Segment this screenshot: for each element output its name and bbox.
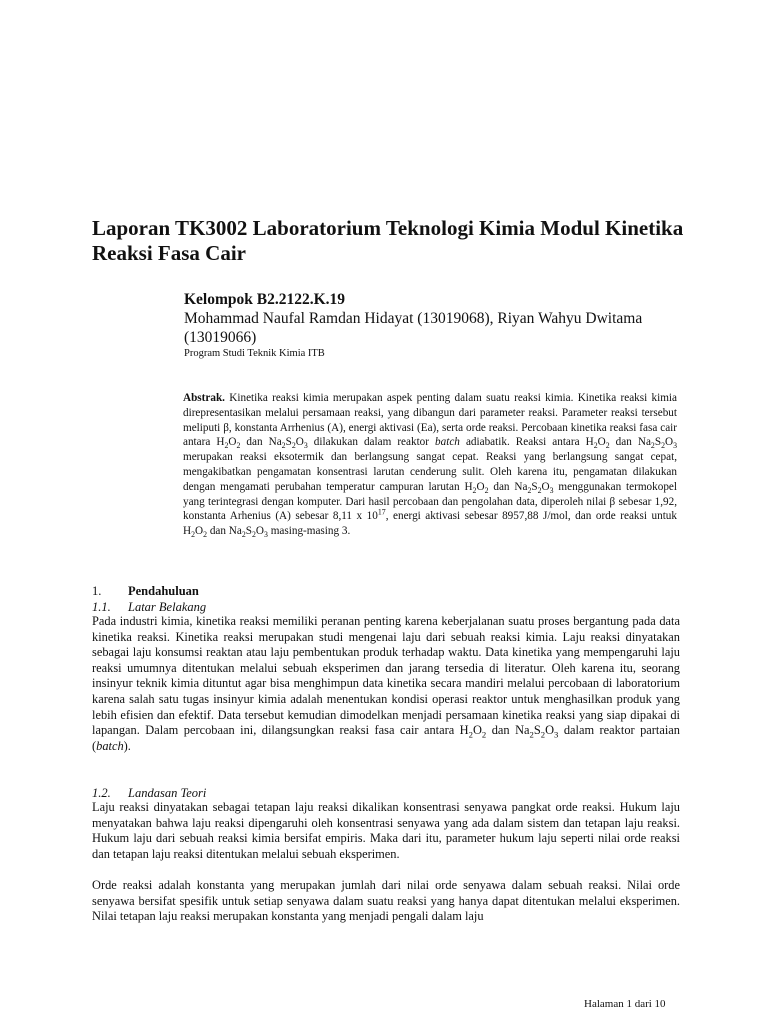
body-paragraph: Orde reaksi adalah konstanta yang merupakan jumlah dari nilai orde senyawa dalam sebuah reaksi. Nilai orde senyawa bersifat spesifik untuk setiap senyawa dalam suatu reaksi yang hanya dapat ditentukan melalui eksperimen. Nilai tetapan laju reaksi merupakan konstanta yang menjadi pengali dalam laju [92, 878, 680, 924]
section-heading [92, 584, 199, 599]
author-block [184, 290, 684, 361]
abstract-label: Abstrak. [183, 392, 225, 404]
group-name: Kelompok B2.2122.K.19 [184, 291, 346, 308]
paper-title: Laporan TK3002 Laboratorium Teknologi Kimia Modul Kinetika Reaksi Fasa Cair [92, 216, 684, 265]
abstract: Abstrak. Kinetika reaksi kimia merupakan aspek penting dalam suatu reaksi kimia. Kinetika reaksi kimia direpresentasikan melalui persamaan reaksi, yang dibangun dari parameter reaksi. Parameter reaksi tersebut meliputi β, konstanta Arrhenius (A), energi aktivasi (Ea), serta orde reaksi. Percobaan kinetika reaksi fasa cair antara $H_2O_2$ dan $Na_2S_2O_3$ dilakukan dalam reaktor batch adiabatik. Reaksi antara $H_2O_2$ dan $Na_2S_2O_3$ merupakan reaksi eksotermik dan berlangsung sangat cepat. Reaksi yang berlangsung sangat cepat, mengakibatkan pengamatan konsentrasi larutan cenderung sulit. Oleh karena itu, pengamatan dilakukan dengan mengamati perubahan temperatur campuran larutan $H_2O_2$ dan $Na_2S_2O_3$ menggunakan termokopel yang terintegrasi dengan komputer. Dari hasil percobaan dan pengolahan data, diperoleh nilai β sebesar 1,92, konstanta Arhenius (A) sebesar 8,11 x $10^{17}$, energi aktivasi sebesar 8957,88 J/mol, dan orde reaksi untuk $H_2O_2$ dan $Na_2S_2O_3$ masing-masing 3. [183, 392, 678, 540]
page-number: Halaman 1 dari 10 [584, 998, 666, 1010]
subsection-heading: 1.1. Latar Belakang [92, 600, 207, 614]
body-paragraph: Laju reaksi dinyatakan sebagai tetapan laju reaksi dikalikan konsentrasi senyawa pangkat orde reaksi. Hukum laju menyatakan bahwa laju reaksi dipengaruhi oleh konsentrasi senyawa yang ada dalam sistem dan tetapan laju reaksi. Hukum laju dari sebuah reaksi kimia bersifat empiris. Maka dari itu, parameter hukum laju seperti nilai orde reaksi dan tetapan laju reaksi ditentukan melalui sebuah eksperimen. [92, 800, 680, 861]
abstract-text: Kinetika reaksi kimia merupakan aspek penting dalam suatu reaksi kimia. Kinetika reaksi kimia direpresentasikan melalui persamaan reaksi, yang dibangun dari parameter reaksi. Parameter reaksi tersebut meliputi β, konstanta Arrhenius (A), energi aktivasi (Ea), serta orde reaksi. Percobaan kinetika reaksi fasa cair antara H [183, 392, 678, 449]
subsection-heading: 1.2. Landasan Teori [92, 786, 207, 800]
section-number: 1. [92, 584, 102, 598]
body-paragraph: Pada industri kimia, kinetika reaksi memiliki peranan penting karena keberjalanan suatu proses bergantung pada data kinetika reaksi. Kinetika reaksi merupakan studi mengenai laju dari sebuah reaksi kimia. Laju reaksi dinyatakan sebagai laju konsumsi reaktan atau laju pembentukan produk terhadap waktu. Data kinetika yang mempengaruhi laju reaksi umumnya ditentukan melalui sebuah eksperimen dan jarang tersedia di literatur. Oleh karena itu, seorang insinyur teknik kimia dituntut agar bisa menghimpun data kinetika secara mandiri melalui percobaan di laboratorium karena salah satu tugas insinyur kimia adalah menentukan kondisi operasi reaktor untuk menghasilkan produk yang lebih efisien dan efektif. Data tersebut kemudian dimodelkan menjadi persamaan kinetika reaksi yang siap dipakai di lapangan. Dalam percobaan ini, dilangsungkan reaksi fasa cair antara $H_2O_2$ dan $Na_2S_2O_3$ dalam reaktor partaian (batch). [92, 614, 680, 753]
subsection-title: Latar Belakang [128, 600, 207, 614]
author-names: Mohammad Naufal Ramdan Hidayat (13019068), Riyan Wahyu Dwitama (13019066) [184, 310, 643, 346]
section-title: Pendahuluan [128, 584, 199, 598]
subsection-title: Landasan Teori [128, 786, 207, 800]
affiliation: Program Studi Teknik Kimia ITB [184, 348, 325, 359]
